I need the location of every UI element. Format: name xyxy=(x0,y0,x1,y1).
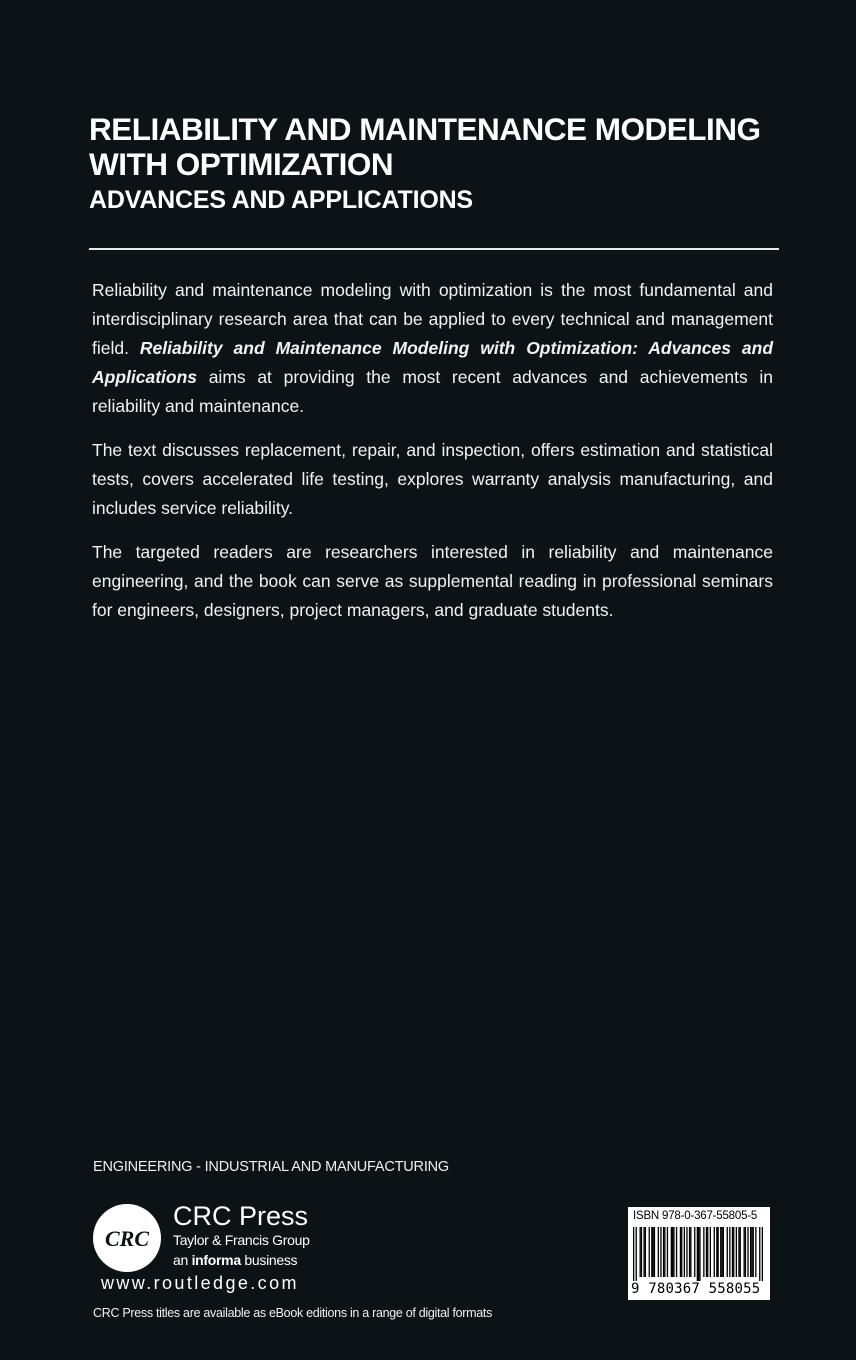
barcode-bar xyxy=(663,1227,664,1277)
barcode-bar xyxy=(694,1227,695,1277)
barcode-bar xyxy=(671,1227,672,1277)
barcode-bar xyxy=(658,1227,659,1277)
barcode-bar xyxy=(645,1227,646,1277)
barcode-bar xyxy=(703,1227,704,1277)
barcode-bar xyxy=(721,1227,722,1277)
barcode-bar xyxy=(733,1227,734,1277)
business-suffix: business xyxy=(240,1252,298,1268)
publisher-name: CRC Press xyxy=(173,1201,309,1231)
ebook-availability-note: CRC Press titles are available as eBook editions in a range of digital formats xyxy=(93,1306,493,1320)
barcode-bar xyxy=(673,1227,674,1277)
barcode-bar xyxy=(684,1227,685,1277)
isbn-number: ISBN 978-0-367-55805-5 xyxy=(633,1210,758,1222)
barcode-bar xyxy=(676,1227,677,1277)
barcode-bar xyxy=(640,1227,641,1277)
description-p1-book-title: Reliability and Maintenance Modeling with Optimization: Advances and Applications xyxy=(92,338,774,387)
barcode-bar xyxy=(689,1227,690,1277)
barcode-bar xyxy=(729,1227,730,1277)
barcode-bar xyxy=(751,1227,752,1277)
barcode-bar xyxy=(727,1227,728,1277)
description-paragraph-1 xyxy=(92,276,773,421)
book-subtitle: ADVANCES AND APPLICATIONS xyxy=(89,186,473,214)
barcode-bar xyxy=(714,1227,715,1277)
barcode-bar xyxy=(690,1227,691,1277)
barcode-bar xyxy=(681,1227,682,1277)
book-title-line-1: RELIABILITY AND MAINTENANCE MODELING xyxy=(89,111,761,147)
barcode-bar xyxy=(716,1227,717,1277)
barcode-bar xyxy=(664,1227,665,1277)
barcode-bar xyxy=(672,1227,673,1277)
barcode-bar xyxy=(762,1227,763,1281)
crc-logo-graphic xyxy=(93,1204,161,1272)
description-paragraph-2: The text discusses replacement, repair, and inspection, offers estimation and statistical tests, covers accelerated life testing, explores warranty analysis manufacturing, and includes service reliability. xyxy=(92,440,773,518)
barcode-bar xyxy=(651,1227,652,1277)
barcode-bar xyxy=(720,1227,721,1277)
barcode-bar xyxy=(643,1227,644,1277)
barcode-bar xyxy=(745,1227,746,1277)
barcode-bar xyxy=(706,1227,707,1277)
barcode-bar xyxy=(654,1227,655,1277)
description-paragraph-3: The targeted readers are researchers interested in reliability and maintenance engineering, and the book can serve as supplemental reading in professional seminars for engineers, designers, project managers, and graduate students. xyxy=(92,542,773,620)
description-p1-start: Reliability and maintenance modeling with optimization is the most fundamental and interdisciplinary research area that can be applied to every technical and management field. xyxy=(92,280,773,358)
publisher-business-line xyxy=(173,1252,297,1269)
barcode-bar xyxy=(653,1227,654,1277)
barcode-bar xyxy=(738,1227,739,1277)
barcode-bar xyxy=(707,1227,708,1277)
isbn-barcode xyxy=(628,1207,770,1300)
business-prefix: an xyxy=(173,1252,192,1268)
barcode-bar xyxy=(732,1227,733,1277)
description-p1-end: aims at providing the most recent advances and achievements in reliability and maintenance. xyxy=(92,367,773,416)
business-informa: informa xyxy=(191,1252,241,1268)
publisher-website: www.routledge.com xyxy=(101,1273,299,1293)
book-description xyxy=(92,276,773,640)
book-title-line-2: WITH OPTIMIZATION xyxy=(89,146,394,182)
barcode-bars xyxy=(633,1227,765,1281)
barcode-bar xyxy=(750,1227,751,1277)
barcode-bar xyxy=(641,1227,642,1277)
barcode-bar xyxy=(740,1227,741,1277)
barcode-bar xyxy=(680,1227,681,1277)
barcode-bar xyxy=(710,1227,711,1277)
crc-logo-text: CRC xyxy=(104,1226,150,1251)
publisher-group: Taylor & Francis Group xyxy=(173,1232,310,1248)
barcode-bar xyxy=(747,1227,748,1277)
barcode-bar xyxy=(699,1227,700,1281)
barcode-bar xyxy=(736,1227,737,1277)
barcode-bar xyxy=(697,1227,698,1281)
barcode-bar xyxy=(753,1227,754,1277)
barcode-bar xyxy=(649,1227,650,1277)
barcode-bar xyxy=(759,1227,760,1281)
barcode-bar xyxy=(744,1227,745,1277)
barcode-bar xyxy=(698,1227,699,1281)
barcode-bar xyxy=(755,1227,756,1277)
barcode-bar xyxy=(667,1227,668,1277)
barcode-bar xyxy=(723,1227,724,1277)
barcode-bar xyxy=(660,1227,661,1277)
barcode-bar xyxy=(636,1227,637,1281)
subject-category: ENGINEERING - INDUSTRIAL AND MANUFACTURING xyxy=(93,1159,450,1175)
barcode-bar xyxy=(718,1227,719,1277)
barcode-digits: 9 780367 558055 xyxy=(631,1281,761,1297)
crc-logo xyxy=(93,1204,161,1272)
title-block xyxy=(89,112,789,215)
barcode-bar xyxy=(633,1227,634,1281)
title-divider xyxy=(89,248,779,250)
barcode-bar xyxy=(686,1227,687,1277)
